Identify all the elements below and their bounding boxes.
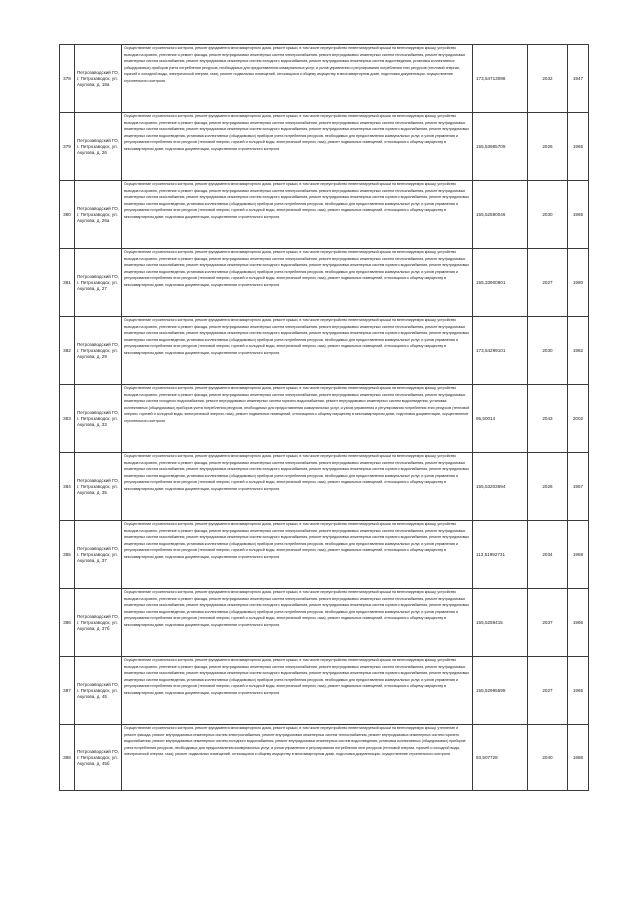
- address-cell: Петрозаводский ГО, г. Петрозаводск, ул. Акулова, д. 35: [75, 453, 122, 521]
- row-number-cell: 381: [60, 249, 75, 317]
- planned-year-cell: 2027: [528, 657, 568, 725]
- works-text: Осуществление строительного контроля, ремонт фундамента многоквартирного дома, ремонт крыши, в том числе переустройство невентилируемой крыши на вентилируемую крышу, устройство выходов на кровлю, утепление и ремонт фасада, ремонт внутридомовых инженерных систем электроснабжения, ремонт внутридомовых инженерных систем теплоснабжения, ремонт внутридомовых инженерных систем газоснабжения, ремонт внутридомовых инженерных систем холодного водоснабжения, ремонт внутридомовых инженерных систем горячего водоснабжения, ремонт внутридомовых инженерных систем водоотведения, установка коллективных (общедомовых) приборов учета потребления ресурсов, необходимых для предоставления коммунальных услуг, и узлов управления и регулирования потребления этих ресурсов (тепловой энергии, горячей и холодной воды, электрической энергии, газа), ремонт подвальных помещений, относящихся к общему имуществу в многоквартирном доме, подготовка документации, осуществление строительного контроля: [124, 318, 470, 355]
- planned-year-cell: 2030: [528, 181, 568, 249]
- address-cell: Петрозаводский ГО, г. Петрозаводск, ул. Акулова, д. 45б: [75, 725, 122, 791]
- works-description-cell: [122, 657, 473, 725]
- table-row: [60, 113, 589, 181]
- address-cell: Петрозаводский ГО, г. Петрозаводск, ул. Акулова, д. 27: [75, 249, 122, 317]
- works-text: Осуществление строительного контроля, ремонт фундамента многоквартирного дома, ремонт крыши, в том числе переустройство невентилируемой крыши на вентилируемую крышу, устройство выходов на кровлю, утепление и ремонт фасада, ремонт внутридомовых инженерных систем электроснабжения, ремонт внутридомовых инженерных систем теплоснабжения, ремонт внутридомовых инженерных систем газоснабжения, ремонт внутридомовых инженерных систем холодного водоснабжения, ремонт внутридомовых инженерных систем горячего водоснабжения, ремонт внутридомовых инженерных систем водоотведения, установка коллективных (общедомовых) приборов учета потребления ресурсов, необходимых для предоставления коммунальных услуг, и узлов управления и регулирования потребления этих ресурсов (тепловой энергии, горячей и холодной воды, электрической энергии, газа), ремонт подвальных помещений, относящихся к общему имуществу в многоквартирном доме, подготовка документации, осуществление строительного контроля: [124, 658, 470, 695]
- cost-cell: 173,54713098: [473, 45, 528, 113]
- works-description-cell: [122, 385, 473, 453]
- table-row: [60, 317, 589, 385]
- row-number-cell: 388: [60, 725, 75, 791]
- row-number-cell: 379: [60, 113, 75, 181]
- works-description-cell: [122, 181, 473, 249]
- works-text: Осуществление строительного контроля, ремонт фундамента многоквартирного дома, ремонт крыши, в том числе переустройство невентилируемой крыши на вентилируемую крышу, устройство выходов на кровлю, утепление и ремонт фасада, ремонт внутридомовых инженерных систем электроснабжения, ремонт внутридомовых инженерных систем теплоснабжения, ремонт внутридомовых инженерных систем газоснабжения, ремонт внутридомовых инженерных систем холодного водоснабжения, ремонт внутридомовых инженерных систем горячего водоснабжения, ремонт внутридомовых инженерных систем водоотведения, установка коллективных (общедомовых) приборов учета потребления ресурсов, необходимых для предоставления коммунальных услуг, и узлов управления и регулирования потребления этих ресурсов (тепловой энергии, горячей и холодной воды, электрической энергии, газа), ремонт подвальных помещений, относящихся к общему имуществу в многоквартирном доме, подготовка документации, осуществление строительного контроля: [124, 522, 470, 559]
- table-body: [60, 45, 589, 791]
- table-row: [60, 249, 589, 317]
- table-row: [60, 657, 589, 725]
- table-row: [60, 589, 589, 657]
- row-number-cell: 383: [60, 385, 75, 453]
- table-row: [60, 453, 589, 521]
- cost-cell: 155,52580046: [473, 181, 528, 249]
- table-row: [60, 521, 589, 589]
- planned-year-cell: 2034: [528, 521, 568, 589]
- row-number-cell: 387: [60, 657, 75, 725]
- works-description-cell: [122, 453, 473, 521]
- planned-year-cell: 2032: [528, 45, 568, 113]
- row-number-cell: 378: [60, 45, 75, 113]
- cost-cell: 155,53203694: [473, 453, 528, 521]
- construction-year-cell: 1966: [568, 589, 589, 657]
- capital-repair-table: [59, 44, 589, 791]
- cost-cell: 93,507728: [473, 725, 528, 791]
- works-description-cell: [122, 249, 473, 317]
- row-number-cell: 382: [60, 317, 75, 385]
- row-number-cell: 386: [60, 589, 75, 657]
- row-number-cell: 380: [60, 181, 75, 249]
- address-cell: Петрозаводский ГО, г. Петрозаводск, ул. Акулова, д. 45: [75, 657, 122, 725]
- construction-year-cell: 1982: [568, 317, 589, 385]
- table-row: [60, 181, 589, 249]
- construction-year-cell: 1947: [568, 45, 589, 113]
- works-description-cell: [122, 521, 473, 589]
- cost-cell: 173,54299101: [473, 317, 528, 385]
- works-description-cell: [122, 317, 473, 385]
- works-description-cell: [122, 45, 473, 113]
- construction-year-cell: 2002: [568, 385, 589, 453]
- construction-year-cell: 1965: [568, 113, 589, 181]
- works-text: Осуществление строительного контроля, ремонт фундамента многоквартирного дома, ремонт крыши, в том числе переустройство невентилируемой крыши на вентилируемую крышу, устройство выходов на кровлю, утепление и ремонт фасада, ремонт внутридомовых инженерных систем электроснабжения, ремонт внутридомовых инженерных систем теплоснабжения, ремонт внутридомовых инженерных систем газоснабжения, ремонт внутридомовых инженерных систем холодного водоснабжения, ремонт внутридомовых инженерных систем горячего водоснабжения, ремонт внутридомовых инженерных систем водоотведения, установка коллективных (общедомовых) приборов учета потребления ресурсов, необходимых для предоставления коммунальных услуг, и узлов управления и регулирования потребления этих ресурсов (тепловой энергии, горячей и холодной воды, электрической энергии, газа), ремонт подвальных помещений, относящихся к общему имуществу в многоквартирном доме, подготовка документации, осуществление строительного контроля: [124, 182, 470, 219]
- document-page: [59, 44, 585, 791]
- construction-year-cell: 1959: [568, 521, 589, 589]
- works-text: Осуществление строительного контроля, ремонт фундамента многоквартирного дома, ремонт крыши, в том числе переустройство невентилируемой крыши на вентилируемую крышу, устройство выходов на кровлю, утепление и ремонт фасада, ремонт внутридомовых инженерных систем электроснабжения, ремонт внутридомовых инженерных систем теплоснабжения, ремонт внутридомовых инженерных систем газоснабжения, ремонт внутридомовых инженерных систем холодного водоснабжения, ремонт внутридомовых инженерных систем горячего водоснабжения, ремонт внутридомовых инженерных систем водоотведения, установка коллективных (общедомовых) приборов учета потребления ресурсов, необходимых для предоставления коммунальных услуг, и узлов управления и регулирования потребления этих ресурсов (тепловой энергии, горячей и холодной воды, электрической энергии, газа), ремонт подвальных помещений, относящихся к общему имуществу в многоквартирном доме, подготовка документации, осуществление строительного контроля: [124, 454, 470, 491]
- address-cell: Петрозаводский ГО, г. Петрозаводск, ул. Акулова, д. 29: [75, 317, 122, 385]
- cost-cell: 113,51992731: [473, 521, 528, 589]
- cost-cell: 155,33900801: [473, 249, 528, 317]
- works-text: Осуществление строительного контроля, ремонт фундамента многоквартирного дома, ремонт крыши, в том числе переустройство невентилируемой крыши на вентилируемую крышу, устройство выходов на кровлю, утепление и ремонт фасада, ремонт внутридомовых инженерных систем электроснабжения, ремонт внутридомовых инженерных систем теплоснабжения, ремонт внутридомовых инженерных систем газоснабжения, ремонт внутридомовых инженерных систем холодного водоснабжения, ремонт внутридомовых инженерных систем горячего водоснабжения, ремонт внутридомовых инженерных систем водоотведения, установка коллективных (общедомовых) приборов учета потребления ресурсов, необходимых для предоставления коммунальных услуг, и узлов управления и регулирования потребления этих ресурсов (тепловой энергии, горячей и холодной воды, электрической энергии, газа), ремонт подвальных помещений, относящихся к общему имуществу в многоквартирном доме, подготовка документации, осуществление строительного контроля: [124, 590, 470, 627]
- address-cell: Петрозаводский ГО, г. Петрозаводск, ул. Акулова, д. 37б: [75, 589, 122, 657]
- works-text: Осуществление строительного контроля, ремонт фундамента многоквартирного дома, ремонт крыши, в том числе переустройство невентилируемой крыши на вентилируемую крышу, утепление и ремонт фасада, ремонт внутридомовых инженерных систем электроснабжения, ремонт внутридомовых инженерных систем теплоснабжения, ремонт внутридомовых инженерных систем горячего водоснабжения, ремонт внутридомовых инженерных систем холодного водоснабжения, ремонт внутридомовых инженерных систем водоотведения, установка коллективных (общедомовых) приборов учета потребления ресурсов, необходимых для предоставления коммунальных услуг, и узлов управления и регулирования потребления этих ресурсов (тепловой энергии, горячей и холодной воды, электрической энергии, газа), ремонт подвальных помещений, относящихся к общему имуществу в многоквартирном доме, подготовка документации, осуществление строительного контроля: [124, 726, 466, 757]
- row-number-cell: 384: [60, 453, 75, 521]
- planned-year-cell: 2040: [528, 725, 568, 791]
- works-text: Осуществление строительного контроля, ремонт фундамента многоквартирного дома, ремонт крыши, в том числе переустройство невентилируемой крыши на вентилируемую крышу, устройство выходов на кровлю, утепление и ремонт фасада, ремонт внутридомовых инженерных систем электроснабжения, ремонт внутридомовых инженерных систем теплоснабжения, ремонт внутридомовых инженерных систем газоснабжения, ремонт внутридомовых инженерных систем холодного водоснабжения, ремонт внутридомовых инженерных систем горячего водоснабжения, ремонт внутридомовых инженерных систем водоотведения, установка коллективных (общедомовых) приборов учета потребления ресурсов, необходимых для предоставления коммунальных услуг, и узлов управления и регулирования потребления этих ресурсов (тепловой энергии, горячей и холодной воды, электрической энергии, газа), ремонт подвальных помещений, относящихся к общему имуществу в многоквартирном доме, подготовка документации, осуществление строительного контроля: [124, 250, 470, 287]
- construction-year-cell: 1986: [568, 725, 589, 791]
- table-row: [60, 725, 589, 791]
- row-number-cell: 385: [60, 521, 75, 589]
- address-cell: Петрозаводский ГО, г. Петрозаводск, ул. Акулова, д. 37: [75, 521, 122, 589]
- works-description-cell: [122, 589, 473, 657]
- cost-cell: 155,53985709: [473, 113, 528, 181]
- address-cell: Петрозаводский ГО, г. Петрозаводск, ул. Акулова, д. 26: [75, 113, 122, 181]
- address-cell: Петрозаводский ГО, г. Петрозаводск, ул. Акулова, д. 33: [75, 385, 122, 453]
- planned-year-cell: 2026: [528, 113, 568, 181]
- works-description-cell: [122, 113, 473, 181]
- construction-year-cell: 1965: [568, 657, 589, 725]
- planned-year-cell: 2030: [528, 317, 568, 385]
- table-row: [60, 385, 589, 453]
- planned-year-cell: 2043: [528, 385, 568, 453]
- works-text: Осуществление строительного контроля, ремонт фундамента многоквартирного дома, ремонт крыши, в том числе переустройство невентилируемой крыши на вентилируемую крышу, устройство выходов на кровлю, утепление и ремонт фасада, ремонт внутридомовых инженерных систем электроснабжения, ремонт внутридомовых инженерных систем теплоснабжения, ремонт внутридомовых инженерных систем газоснабжения, ремонт внутридомовых инженерных систем холодного водоснабжения, ремонт внутридомовых инженерных систем водоотведения, установка коллективных (общедомовых) приборов учета потребления ресурсов, необходимых для предоставления коммунальных услуг, и узлов управления и регулирования потребления этих ресурсов (тепловой энергии, горячей и холодной воды, электрической энергии, газа), ремонт подвальных помещений, относящихся к общему имуществу в многоквартирном доме, подготовка документации, осуществление строительного контроля: [124, 46, 466, 83]
- cost-cell: 155,5259415: [473, 589, 528, 657]
- construction-year-cell: 1957: [568, 453, 589, 521]
- planned-year-cell: 2027: [528, 249, 568, 317]
- cost-cell: 95,50014: [473, 385, 528, 453]
- construction-year-cell: 1980: [568, 249, 589, 317]
- planned-year-cell: 2037: [528, 589, 568, 657]
- address-cell: Петрозаводский ГО, г. Петрозаводск, ул. Акулова, д. 18а: [75, 45, 122, 113]
- address-cell: Петрозаводский ГО, г. Петрозаводск, ул. Акулова, д. 26а: [75, 181, 122, 249]
- planned-year-cell: 2026: [528, 453, 568, 521]
- works-text: Осуществление строительного контроля, ремонт фундамента многоквартирного дома, ремонт крыши, в том числе переустройство невентилируемой крыши на вентилируемую крышу, устройство выходов на кровлю, утепление и ремонт фасада, ремонт внутридомовых инженерных систем электроснабжения, ремонт внутридомовых инженерных систем теплоснабжения, ремонт внутридомовых инженерных систем холодного водоснабжения, ремонт внутридомовых инженерных систем горячего водоснабжения, ремонт внутридомовых инженерных систем водоотведения, установка коллективных (общедомовых) приборов учета потребления ресурсов, необходимых для предоставления коммунальных услуг, и узлов управления и регулирования потребления этих ресурсов (тепловой энергии, горячей и холодной воды, электрической энергии, газа), ремонт подвальных помещений, относящихся к общему имуществу в многоквартирном доме, подготовка документации, осуществление строительного контроля: [124, 386, 470, 423]
- construction-year-cell: 1965: [568, 181, 589, 249]
- table-row: [60, 45, 589, 113]
- works-description-cell: [122, 725, 473, 791]
- cost-cell: 155,52995599: [473, 657, 528, 725]
- works-text: Осуществление строительного контроля, ремонт фундамента многоквартирного дома, ремонт крыши, в том числе переустройство невентилируемой крыши на вентилируемую крышу, устройство выходов на кровлю, утепление и ремонт фасада, ремонт внутридомовых инженерных систем электроснабжения, ремонт внутридомовых инженерных систем теплоснабжения, ремонт внутридомовых инженерных систем газоснабжения, ремонт внутридомовых инженерных систем холодного водоснабжения, ремонт внутридомовых инженерных систем горячего водоснабжения, ремонт внутридомовых инженерных систем водоотведения, установка коллективных (общедомовых) приборов учета потребления ресурсов, необходимых для предоставления коммунальных услуг, и узлов управления и регулирования потребления этих ресурсов (тепловой энергии, горячей и холодной воды, электрической энергии, газа), ремонт подвальных помещений, относящихся к общему имуществу в многоквартирном доме, подготовка документации, осуществление строительного контроля: [124, 114, 470, 151]
